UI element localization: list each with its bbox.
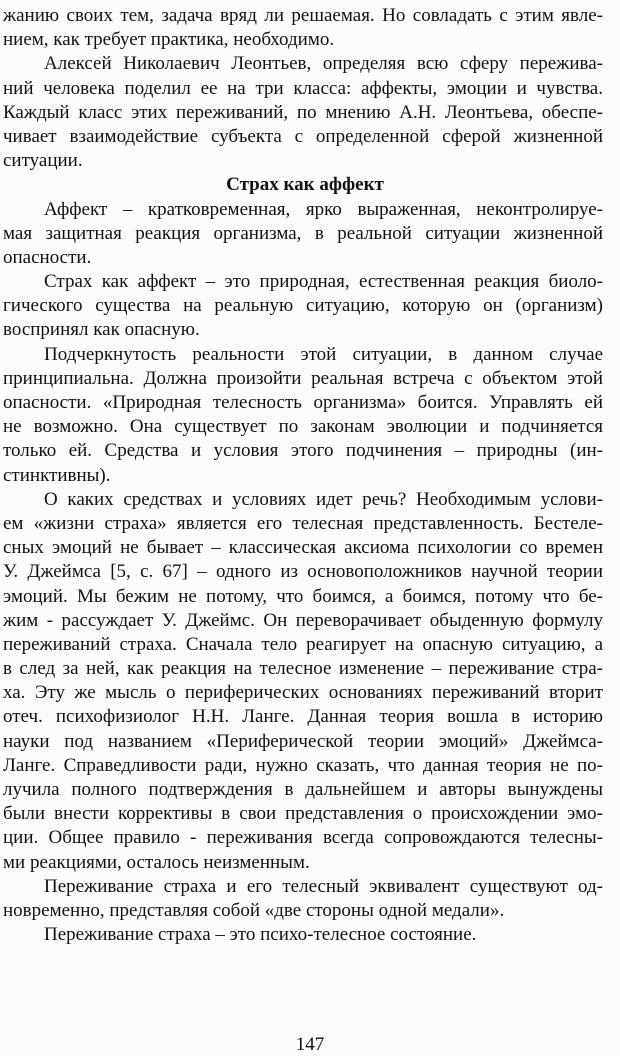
paragraph-first-line: Аффект – кратковременная, ярко выраженная, неконтролируе-	[44, 198, 603, 220]
paragraph-first-line: О каких средствах и условиях идет речь? Необходимым услови-	[44, 488, 603, 510]
text-line: ха. Эту же мысль о периферических основаниях переживаний вторит	[3, 682, 603, 704]
text-line: принципиальна. Должна произойти реальная встреча с объектом этой	[3, 367, 603, 389]
text-line: переживаний страха. Сначала тело реагирует на опасную ситуацию, а	[3, 633, 603, 655]
text-line: только ей. Средства и условия этого подчинения – природны (ин-	[3, 440, 603, 462]
text-line: ситуации.	[3, 150, 83, 172]
text-line: гического существа на реальную ситуацию, которую он (организм)	[3, 295, 603, 317]
text-line: новременно, представляя собой «две стороны одной медали».	[3, 899, 505, 921]
page-body-text	[0, 4, 620, 947]
text-line: жим - рассуждает У. Джеймс. Он переворачивает обыденную формулу	[3, 609, 603, 631]
text-line: не возможно. Она существует по законам эволюции и подчиняется	[3, 416, 603, 438]
text-line: ем «жизни страха» является его телесная представленность. Бестеле-	[3, 512, 603, 534]
text-line: в след за ней, как реакция на телесное изменение – переживание стра-	[3, 658, 603, 680]
paragraph-first-line: Подчеркнутость реальности этой ситуации, в данном случае	[44, 343, 603, 365]
text-line: воспринял как опасную.	[3, 319, 200, 341]
text-line: опасности. «Природная телесность организма» боится. Управлять ей	[3, 392, 603, 413]
text-line: лучила полного подтверждения в дальнейшем и авторы вынуждены	[3, 779, 603, 800]
text-line: У. Джеймса [5, с. 67] – одного из основоположников научной теории	[3, 561, 603, 583]
text-line: жанию своих тем, задача вряд ли решаемая. Но совладать с этим явле-	[3, 5, 603, 26]
text-line: ми реакциями, осталось неизменным.	[3, 851, 310, 873]
text-line: Ланге. Справедливости ради, нужно сказать, что данная теория не по-	[3, 754, 603, 776]
text-line: чивает взаимодействие субъекта с определенной сферой жизненной	[3, 125, 603, 147]
text-line: отеч. психофизиолог Н.Н. Ланге. Данная теория вошла в историю	[3, 706, 603, 728]
text-line: нием, как требует практика, необходимо.	[3, 29, 335, 51]
paragraph-first-line: Переживание страха – это психо-телесное состояние.	[44, 924, 477, 946]
text-line: эмоций. Мы бежим не потому, что боимся, а боимся, потому что бе-	[3, 585, 603, 607]
text-line: науки под названием «Периферической теории эмоций» Джеймса-	[3, 730, 603, 752]
paragraph-first-line: Страх как аффект – это природная, естественная реакция биоло-	[44, 271, 603, 293]
text-line: были внести коррективы в свои представления о происхождении эмо-	[3, 803, 603, 825]
text-line: сных эмоций не бывает – классическая аксиома психологии со времен	[3, 537, 603, 559]
text-line: ции. Общее правило - переживания всегда сопровождаются телесны-	[3, 827, 603, 849]
text-line: стинктивны).	[3, 464, 111, 486]
text-line: опасности.	[3, 246, 92, 268]
text-line: мая защитная реакция организма, в реальной ситуации жизненной	[3, 222, 603, 244]
section-heading: Страх как аффект	[226, 174, 384, 196]
text-line: ний человека поделил ее на три класса: аффекты, эмоции и чувства.	[3, 77, 603, 99]
text-line: Каждый класс этих переживаний, по мнению А.Н. Леонтьева, обеспе-	[3, 101, 603, 123]
paragraph-first-line: Алексей Николаевич Леонтьев, определяя всю сферу пережива-	[44, 53, 603, 75]
paragraph-first-line: Переживание страха и его телесный эквивалент существуют од-	[44, 875, 603, 897]
page-number: 147	[295, 1034, 325, 1055]
